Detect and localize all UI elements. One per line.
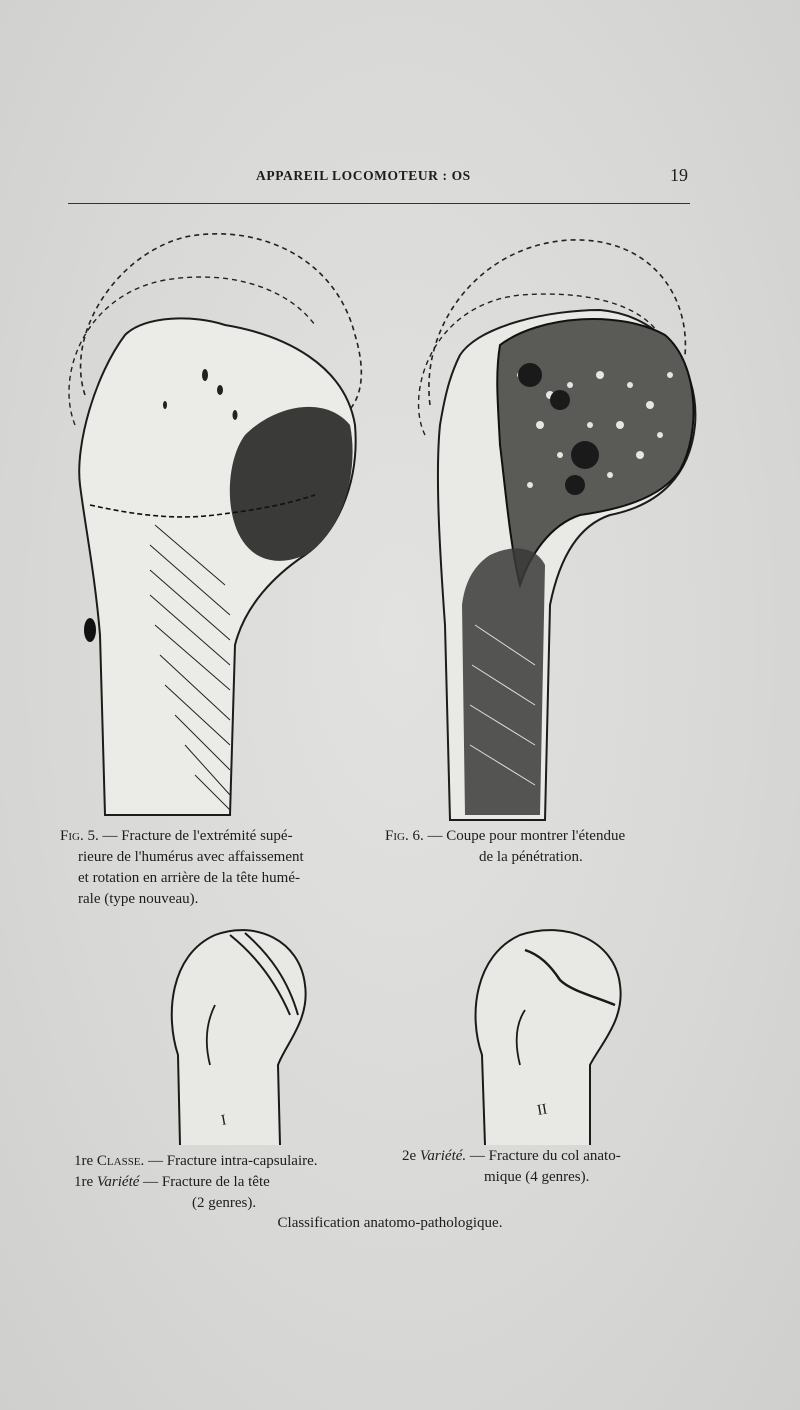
figure-5-label: Fig. 5. [60, 828, 99, 844]
diagram-numeral-I: I [219, 1112, 228, 1129]
variety-2-caption [402, 1146, 712, 1188]
variety-2-label: Variété. [419, 1148, 467, 1164]
diagram-class-1 [160, 925, 320, 1150]
page-number: 19 [670, 165, 688, 185]
class-1-line3: (2 genres). [192, 1195, 257, 1211]
variety-2-line2: mique (4 genres). [484, 1169, 590, 1185]
class-1-prefix: 1re [74, 1153, 97, 1169]
figure-6-line1: — Coupe pour montrer l'étendue [423, 828, 626, 844]
figure-5-line1: — Fracture de l'extrémité supé- [98, 828, 293, 844]
figure-6-line2: de la pénétration. [479, 849, 583, 865]
variety-1-prefix: 1re [74, 1174, 97, 1190]
diagram-variety-2 [460, 925, 630, 1150]
figure-5-humerus [55, 225, 375, 825]
class-1-line1: — Fracture intra-capsulaire. [144, 1153, 318, 1169]
figure-6-caption [385, 826, 715, 868]
page-header [68, 166, 690, 192]
classification-caption: Classification anatomo-pathologique. [277, 1215, 503, 1231]
variety-1-label: Variété [96, 1174, 140, 1190]
variety-2-prefix: 2e [402, 1148, 420, 1164]
diagram-numeral-II: II [535, 1101, 549, 1119]
figure-6-label: Fig. 6. [385, 828, 424, 844]
figure-5-line2: rieure de l'humérus avec affaissement [78, 849, 304, 865]
figure-5-caption [60, 826, 360, 910]
class-1-caption [74, 1151, 394, 1214]
class-1-line2: — Fracture de la tête [139, 1174, 270, 1190]
figure-6-section [400, 225, 710, 825]
figure-5-line3: et rotation en arrière de la tête humé- [78, 870, 300, 886]
class-1-label: Classe. [96, 1153, 145, 1169]
variety-2-line1: — Fracture du col anato- [466, 1148, 621, 1164]
header-rule [68, 203, 690, 204]
running-head: APPAREIL LOCOMOTEUR : OS [256, 168, 471, 183]
figure-5-line4: rale (type nouveau). [78, 891, 199, 907]
